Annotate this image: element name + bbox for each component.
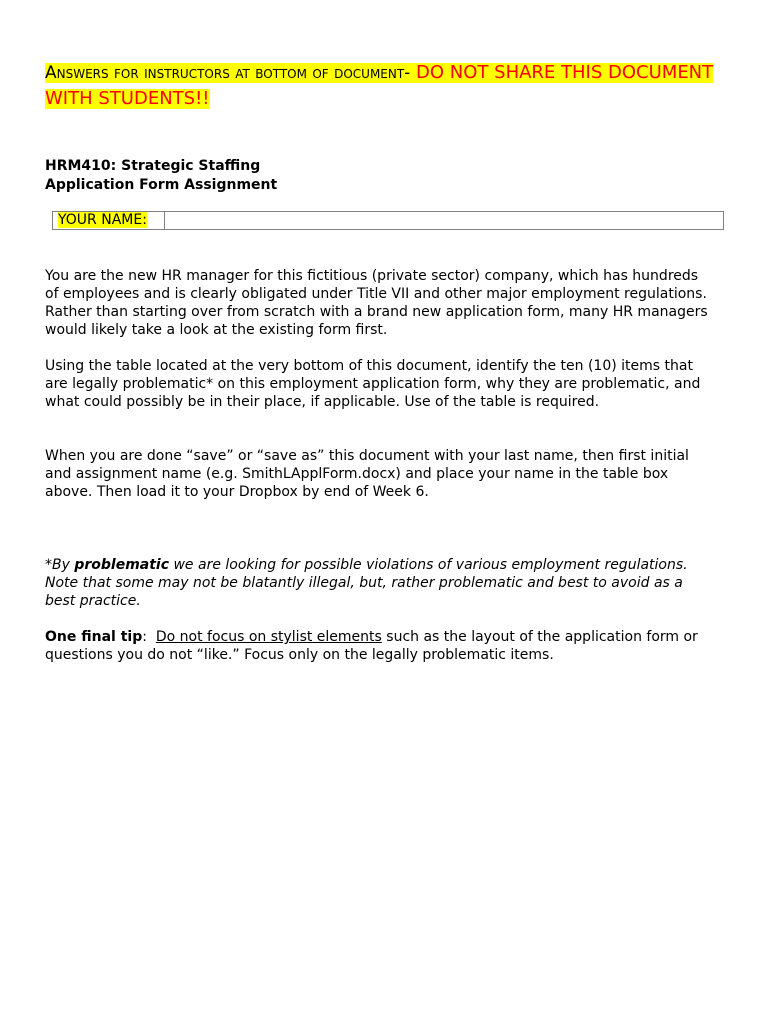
tip-underlined-text: Do not focus on stylist elements (155, 629, 382, 645)
footnote-rest: we are looking for possible violations of various employment regulations. Note that some may not be blatantly illegal, but, rather problematic and best to avoid as a best practice. (45, 557, 688, 609)
submission-paragraph: When you are done “save” or “save as” this document with your last name, then first initial and assignment name (e.g. SmithLApplForm.docx) and place your name in the table box above. Then load it to your Dropbox by end of Week 6. (45, 448, 689, 500)
instructor-warning-banner (45, 60, 745, 112)
intro-paragraph: You are the new HR manager for this fictitious (private sector) company, which has hundreds of employees and is clearly obligated under Title VII and other major employment regulations. Rather than starting over from scratch with a brand new application form, many HR managers would likely take a look at the existing form first. (45, 268, 708, 338)
banner-smallcaps-text: Answers for instructors at bottom of document- (45, 63, 411, 83)
your-name-table (52, 211, 724, 230)
footnote-bold-term: problematic (74, 557, 170, 573)
tip-label: One final tip (45, 629, 143, 645)
course-title: HRM410: Strategic Staffing (45, 158, 261, 174)
tip-rest: such as the layout of the application form or questions you do not “like.” Focus only on the legally problematic items. (45, 629, 698, 663)
assignment-title: Application Form Assignment (45, 177, 278, 193)
your-name-input[interactable] (165, 212, 723, 229)
final-tip-paragraph (45, 628, 715, 664)
course-heading (45, 157, 277, 195)
your-name-label: YOUR NAME: (58, 212, 147, 228)
banner-warning-text: DO NOT SHARE THIS DOCUMENT WITH STUDENTS!! (45, 62, 714, 109)
footnote-prefix: *By (45, 557, 75, 573)
tip-colon: : (142, 629, 156, 645)
instructions-paragraph: Using the table located at the very bottom of this document, identify the ten (10) items that are legally problematic* on this employment application form, why they are problematic, and what could possibly be in their place, if applicable. Use of the table is required. (45, 358, 701, 410)
your-name-label-cell (53, 212, 165, 229)
footnote-paragraph (45, 556, 715, 610)
